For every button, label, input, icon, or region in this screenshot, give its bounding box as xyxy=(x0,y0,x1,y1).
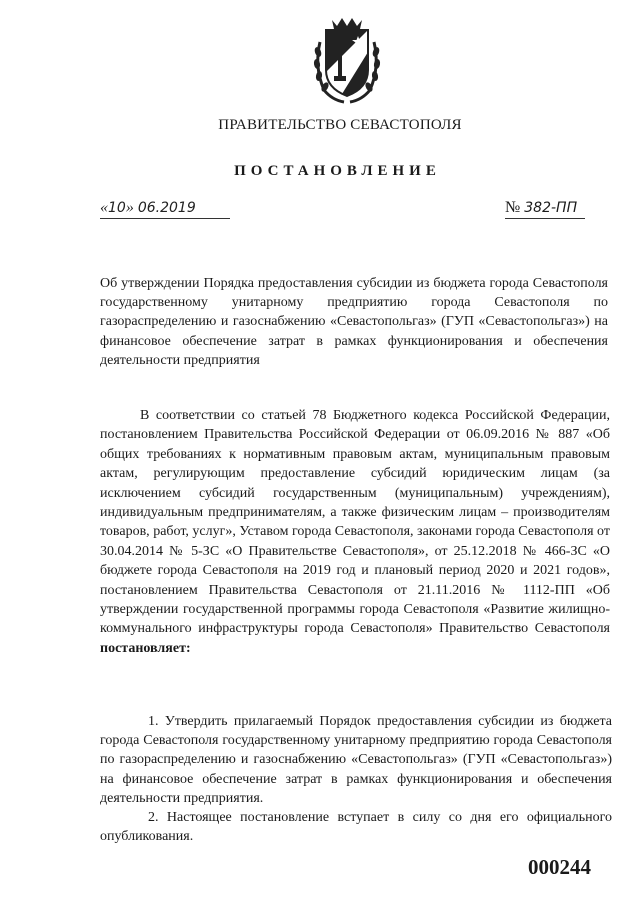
preamble-paragraph xyxy=(100,406,610,658)
serial-number: 000244 xyxy=(528,855,591,879)
resolution-item-2: 2. Настоящее постановление вступает в силу со дня его официального опубликования. xyxy=(100,810,612,845)
resolution-item-1: 1. Утвердить прилагаемый Порядок предоставления субсидии из бюджета города Севастополя государственному унитарному предприятию города Севастополя по газораспределению и газоснабжению «Севастопольгаз» (ГУП «Севастопольгаз») на финансовое обеспечение затрат в рамках функционирования и обеспечения деятельности предприятия. xyxy=(100,714,612,806)
resolution-items xyxy=(100,712,612,846)
date-month-year: 06.2019 xyxy=(137,200,196,216)
document-subject xyxy=(100,274,608,370)
date-close-quote: » xyxy=(125,199,134,216)
document-type: ПОСТАНОВЛЕНИЕ xyxy=(234,163,441,179)
preamble xyxy=(100,406,610,658)
number-sign: № xyxy=(505,199,521,216)
subject-text: Об утверждении Порядка предоставления субсидии из бюджета города Севастополя государственному унитарному предприятию города Севастополя по газораспределению и газоснабжению «Севастопольгаз» (ГУП «Севастопольгаз») на финансовое обеспечение затрат в рамках функционирования и обеспечения деятельности предприятия xyxy=(100,276,608,368)
date-open-quote: « xyxy=(100,199,108,216)
date-day: 10 xyxy=(108,200,126,216)
number-value: 382-ПП xyxy=(524,200,578,216)
government-title: ПРАВИТЕЛЬСТВО СЕВАСТОПОЛЯ xyxy=(218,117,462,133)
document-number xyxy=(505,198,585,219)
document-date xyxy=(100,198,230,219)
coat-of-arms-icon xyxy=(312,12,382,104)
preamble-resolves: постановляет: xyxy=(100,640,191,656)
preamble-text: В соответствии со статьей 78 Бюджетного кодекса Российской Федерации, постановлением Правительства Российской Федерации от 06.09.2016 № 887 «Об общих требованиях к нормативным правовым актам, муниципальным правовым актам, регулирующим предоставление субсидий юридическим лицам (за исключением субсидий государственным (муниципальным) учреждениям), индивидуальным предпринимателям, а также физическим лицам – производителям товаров, работ, услуг», Уставом города Севастополя, законами города Севастополя от 30.04.2014 № 5-ЗС «О Правительстве Севастополя», от 25.12.2018 № 466-ЗС «О бюджете города Севастополя на 2019 год и плановый период 2020 и 2021 годов», постановлением Правительства Севастополя от 21.11.2016 № 1112-ПП «Об утверждении государственной программы города Севастополя «Развитие жилищно-коммунального инфраструктуры города Севастополя» Правительство Севастополя xyxy=(100,408,610,637)
